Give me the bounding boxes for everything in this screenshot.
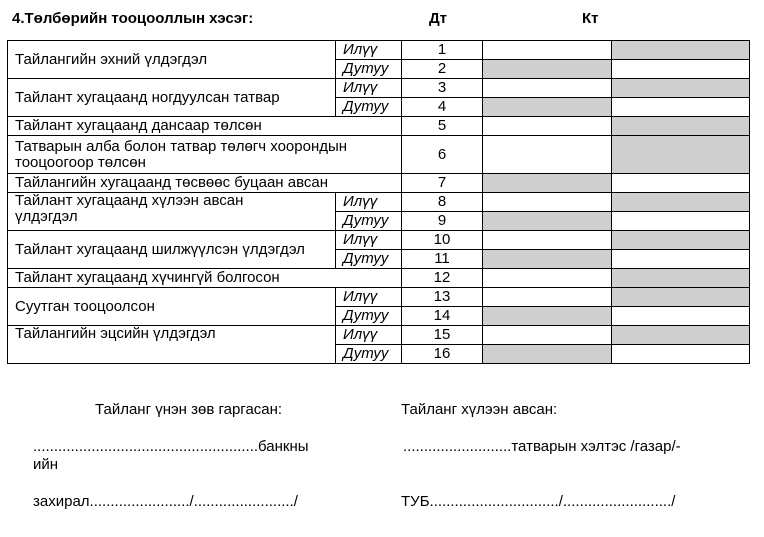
row-sublabel: Дутуу	[336, 250, 402, 269]
credit-cell[interactable]	[612, 212, 750, 231]
row-sublabel: Илүү	[336, 288, 402, 307]
received-by-heading: Тайланг хүлээн авсан:	[401, 401, 558, 418]
row-number: 10	[402, 231, 483, 250]
credit-cell-shaded	[612, 326, 750, 345]
debit-cell-shaded	[483, 212, 612, 231]
table-row	[8, 288, 750, 307]
section-title: 4.Төлбөрийн тооцооллын хэсэг:	[12, 10, 254, 27]
table-row	[8, 136, 750, 174]
row-number: 9	[402, 212, 483, 231]
row-sublabel: Илүү	[336, 326, 402, 345]
row-label: Суутган тооцоолсон	[8, 288, 336, 326]
payment-settlement-table	[7, 40, 750, 364]
tax-office-line[interactable]: ..........................татварын хэлтэс /газар/-	[403, 438, 681, 455]
director-signature-line[interactable]: захирал......................../......................../	[33, 493, 298, 510]
row-label: Тайлангийн эхний үлдэгдэл	[8, 41, 336, 79]
row-label: Татварын алба болон татвар төлөгч хоорондын тооцоогоор төлсөн	[8, 136, 402, 174]
debit-cell[interactable]	[483, 269, 612, 288]
row-label: Тайлант хугацаанд дансаар төлсөн	[8, 117, 402, 136]
row-label: Тайлант хугацаанд ногдуулсан татвар	[8, 79, 336, 117]
credit-cell-shaded	[612, 288, 750, 307]
table-row	[8, 231, 750, 250]
row-number: 6	[402, 136, 483, 174]
row-sublabel: Дутуу	[336, 60, 402, 79]
column-header-credit: Кт	[582, 10, 599, 27]
column-header-debit: Дт	[429, 10, 448, 27]
table-row	[8, 174, 750, 193]
credit-cell-shaded	[612, 41, 750, 60]
table-row	[8, 269, 750, 288]
bank-name-line[interactable]: ......................................................банкны	[33, 438, 309, 455]
row-sublabel: Дутуу	[336, 345, 402, 364]
row-number: 8	[402, 193, 483, 212]
row-number: 16	[402, 345, 483, 364]
debit-cell-shaded	[483, 98, 612, 117]
debit-cell-shaded	[483, 307, 612, 326]
table-row	[8, 41, 750, 60]
row-sublabel: Илүү	[336, 79, 402, 98]
row-label: Тайлангийн эцсийн үлдэгдэл	[8, 326, 336, 364]
credit-cell[interactable]	[612, 174, 750, 193]
credit-cell[interactable]	[612, 60, 750, 79]
row-number: 1	[402, 41, 483, 60]
tax-inspector-signature-line[interactable]: ТУБ.............................../........................../	[401, 493, 676, 510]
credit-cell-shaded	[612, 136, 750, 174]
credit-cell-shaded	[612, 231, 750, 250]
credit-cell[interactable]	[612, 250, 750, 269]
row-label: Тайлант хугацаанд хүчингүй болгосон	[8, 269, 402, 288]
debit-cell[interactable]	[483, 193, 612, 212]
row-number: 13	[402, 288, 483, 307]
debit-cell[interactable]	[483, 117, 612, 136]
row-sublabel: Дутуу	[336, 98, 402, 117]
row-number: 4	[402, 98, 483, 117]
row-number: 2	[402, 60, 483, 79]
row-sublabel: Дутуу	[336, 307, 402, 326]
credit-cell-shaded	[612, 269, 750, 288]
credit-cell[interactable]	[612, 345, 750, 364]
row-sublabel: Илүү	[336, 41, 402, 60]
row-number: 3	[402, 79, 483, 98]
debit-cell[interactable]	[483, 231, 612, 250]
debit-cell[interactable]	[483, 79, 612, 98]
row-number: 14	[402, 307, 483, 326]
row-label: Тайлангийн хугацаанд төсвөөс буцаан авсан	[8, 174, 402, 193]
credit-cell[interactable]	[612, 307, 750, 326]
row-label: Тайлант хугацаанд хүлээн авсан үлдэгдэл	[8, 193, 336, 231]
credit-cell-shaded	[612, 193, 750, 212]
debit-cell[interactable]	[483, 41, 612, 60]
debit-cell[interactable]	[483, 326, 612, 345]
table-row	[8, 79, 750, 98]
row-number: 15	[402, 326, 483, 345]
table-row	[8, 117, 750, 136]
table-row	[8, 193, 750, 212]
row-sublabel: Илүү	[336, 193, 402, 212]
row-sublabel: Дутуу	[336, 212, 402, 231]
row-sublabel: Илүү	[336, 231, 402, 250]
row-number: 12	[402, 269, 483, 288]
submitted-by-heading: Тайланг үнэн зөв гаргасан:	[95, 401, 283, 418]
debit-cell[interactable]	[483, 136, 612, 174]
debit-cell-shaded	[483, 174, 612, 193]
bank-name-line-suffix: ийн	[33, 456, 59, 473]
table-row	[8, 326, 750, 345]
debit-cell-shaded	[483, 60, 612, 79]
debit-cell[interactable]	[483, 288, 612, 307]
row-number: 7	[402, 174, 483, 193]
credit-cell[interactable]	[612, 98, 750, 117]
credit-cell-shaded	[612, 117, 750, 136]
debit-cell-shaded	[483, 345, 612, 364]
credit-cell-shaded	[612, 79, 750, 98]
debit-cell-shaded	[483, 250, 612, 269]
row-number: 5	[402, 117, 483, 136]
row-number: 11	[402, 250, 483, 269]
row-label: Тайлант хугацаанд шилжүүлсэн үлдэгдэл	[8, 231, 336, 269]
